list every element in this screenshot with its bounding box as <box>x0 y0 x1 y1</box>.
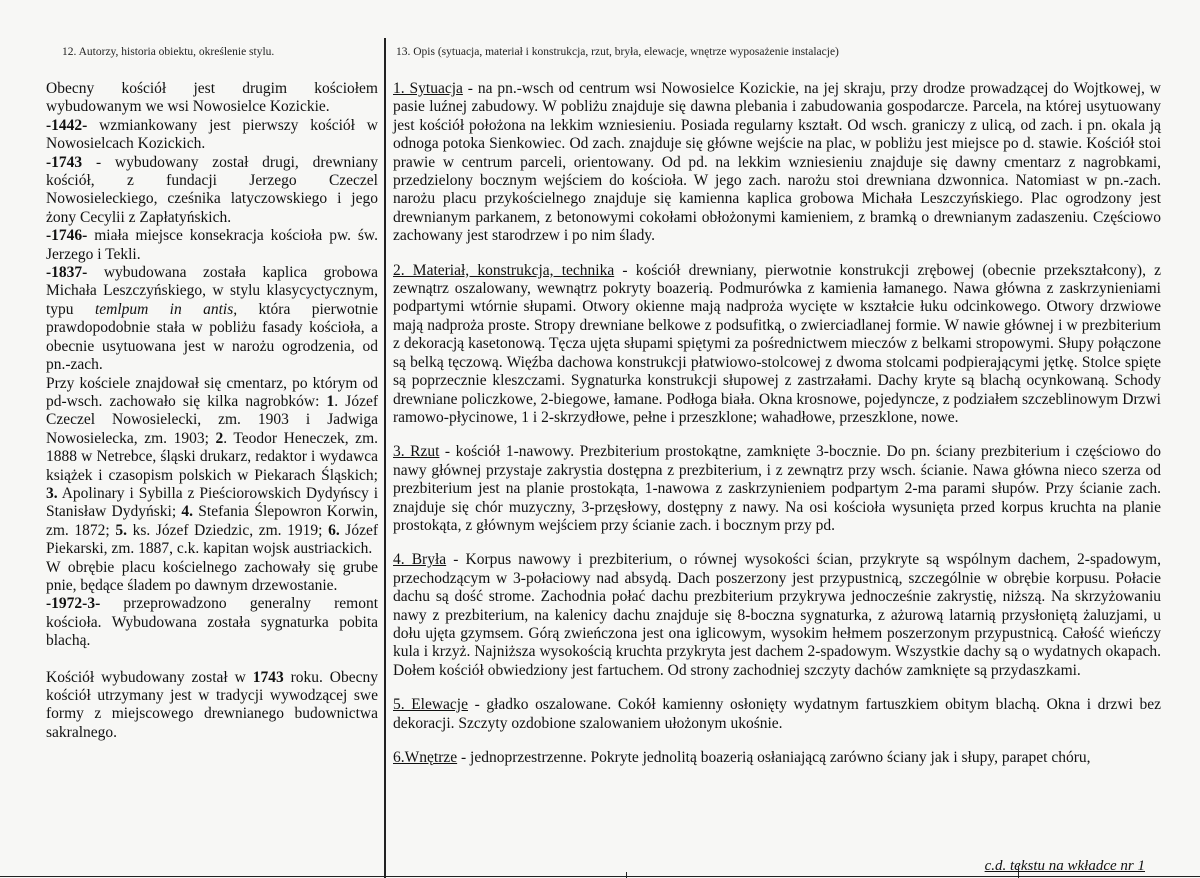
left-column-header: 12. Autorzy, historia obiektu, określenie stylu. <box>62 46 275 58</box>
section-text: - Korpus nawowy i prezbiterium, o równej wysokości ścian, przykryte są wspólnym dachem, 2-spadowym, przechodzącym w 3-połaciowy nad absydą. Dach poszerzony jest przypustnicą, szczególnie w obrębie korpusu. Połacie dachu są dość strome. Zachodnia połać dachu prezbiterium przykrywa jednocześnie zakrystię, niższą. Na skrzyżowaniu nawy z prezbiterium, na kalenicy dachu znajduje się 8-boczna sygnaturka, z ażurową latarnią przysłoniętą żaluzjami, u dołu ujęta gzymsem. Górą zwieńczona jest ona iglicowym, wysokim hełmem poszerzonym przypustnicą. Całość wieńczy kula i krzyż. Najniższa wysokością kruchta przykryta jest dachem 2-spadowym. Wszystkie dachy są o wydatnych okapach. Dołem kościół obwiedziony jest fartuchem. Od strony zachodniej szczyty dachów zamknięte są przydaszkami. <box>393 551 1161 679</box>
section-situation <box>393 80 1161 246</box>
entry-text: przeprowadzono generalny remont kościoła. Wybudowana została sygnaturka pobita blachą. <box>46 595 378 650</box>
section-massing <box>393 551 1161 680</box>
grave-text: . Józef Czeczel Nowosielecki, zm. 1903 i Jadwiga Nowosielecka, zm. 1903; <box>46 392 378 447</box>
year-label: -1972-3- <box>46 595 101 613</box>
year-label: -1743 <box>46 153 83 171</box>
intro-paragraph: Obecny kościół jest drugim kościołem wybudowanym we wsi Nowosielce Kozickie. <box>46 80 378 116</box>
entry-text-italic: temlpum in antis, <box>94 300 238 318</box>
entry-text: miała miejsce konsekracja kościoła pw. św. Jerzego i Tekli. <box>46 227 378 263</box>
grave-text: . Teodor Heneczek, zm. 1888 w Netrebce, śląski drukarz, redaktor i wydawca książek i czasopism polskich w Piekarach Śląskich; <box>46 429 378 484</box>
continuation-note: c.d. tekstu na wkładce nr 1 <box>984 858 1145 874</box>
entry-1746 <box>46 227 378 264</box>
section-plan <box>393 443 1161 535</box>
grave-text: Stefania Ślepowron Korwin, zm. 1872; <box>46 503 378 539</box>
grave-text: Józef Piekarski, zm. 1887, c.k. kapitan wojsk austriackich. <box>46 521 378 558</box>
section-text: - kościół 1-nawowy. Prezbiterium prostokątne, zamknięte 3-bocznie. Do pn. ściany prezbiterium i częściowo do nawy głównej przystaje zakrystia dostępna z prezbiterium, i z zewnątrz przy wsch. ścianie. Nawa główna nieco szerza od prezbiterium jest na planie prostokąta, 1-nawowa z zaskrzynieniem podpartym 2-ma parami słupów. Przy ścianie zach. znajduje się chór muzyczny, 3-przęsłowy, dostępny z nawy. Na osi kościoła wysunięta przed korpus kruchta na planie prostokąta, z głównym wejściem przy ścianie zach. i bocznym przy pd. <box>393 443 1161 534</box>
section-title: 2. Materiał, konstrukcja, technika <box>393 261 615 279</box>
entry-1837 <box>46 264 378 374</box>
summary-text: roku. Obecny kościół utrzymany jest w tradycji wywodzącej swe formy z miejscowego drewnianego budownictwa sakralnego. <box>46 668 378 741</box>
entry-1442 <box>46 117 378 154</box>
year-label: -1746- <box>46 227 88 245</box>
entry-1972 <box>46 595 378 650</box>
bottom-tick-left <box>626 872 627 878</box>
summary-year: 1743 <box>252 668 284 686</box>
section-interior <box>393 749 1161 767</box>
summary-paragraph <box>46 669 378 743</box>
section-title: 5. Elewacje <box>393 696 468 714</box>
column-divider <box>384 38 386 878</box>
entry-text: - wybudowany został drugi, drewniany kościół, z fundacji Jerzego Czeczel Nowosieleckiego, cześnika latyczowskiego i jego żony Cecylii z Zapłatyńskich. <box>46 153 378 226</box>
grave-number: 3. <box>46 484 58 502</box>
year-label: -1837- <box>46 264 88 282</box>
section-text: - jednoprzestrzenne. Pokryte jednolitą boazerią osłaniającą zarówno ściany jak i słupy, parapet chóru, <box>457 749 1091 766</box>
grave-text: Apolinary i Sybilla z Pieściorowskich Dydyńscy i Stanisław Dydyński; <box>46 484 378 521</box>
entry-text: wzmiankowany jest pierwszy kościół w Nowosielcach Kozickich. <box>46 116 378 153</box>
section-elevations <box>393 696 1161 733</box>
section-title: 3. Rzut <box>393 443 440 461</box>
grave-text: ks. Józef Dziedzic, zm. 1919; <box>126 521 329 539</box>
cemetery-paragraph <box>46 375 378 559</box>
year-label: -1442- <box>46 116 88 134</box>
section-text: - gładko oszalowane. Cokół kamienny osłonięty wydatnym fartuszkiem obitym blachą. Okna i drzwi bez dekoracji. Szczyty ozdobione szalowaniem ułożonym ukośnie. <box>393 696 1161 732</box>
entry-text: która pierwotnie prawdopodobnie stała w pobliżu fasady kościoła, a obecnie usytuowana jest w narożu ogrodzenia, od pn.-zach. <box>46 300 378 374</box>
trees-paragraph: W obrębie placu kościelnego zachowały się grube pnie, będące śladem po dawnym drzewostanie. <box>46 558 378 594</box>
grave-number: 6. <box>328 521 340 539</box>
cemetery-intro: Przy kościele znajdował się cmentarz, po którym od pd-wsch. zachowało się kilka nagrobków: <box>46 374 378 410</box>
entry-1743 <box>46 154 378 228</box>
section-title: 4. Bryła <box>393 551 447 569</box>
section-text: - na pn.-wsch od centrum wsi Nowosielce Kozickie, na jej skraju, przy drodze prowadzącej do Wojtkowej, w pasie luźnej zabudowy. W pobliżu znajduje się dawna plebania i zabudowania gospodarcze. Parcela, na której usytuowany jest kościół położona na lekkim wzniesieniu. Posiada regularny kształt. Od wsch. graniczy z ulicą, od zach. i pn. okala ją odnoga potoka Sienkowiec. Od zach. znajduje się główne wejście na plac, w pobliżu jest miejsce po d. stawie. Kościół stoi prawie w centrum parceli, orientowany. Od pd. na lekkim wzniesieniu znajduje się dawny cmentarz z nagrobkami, przedzielony bocznym wejściem do kościoła. W jego zach. narożu stoi drewniana dzwonnica. Natomiast w pn.-zach. narożu placu przykościelnego znajduje się kamienna kaplica grobowa Michała Leszczyńskiego. Plac ogrodzony jest drewnianym parkanem, z betonowymi cokołami obłożonymi kamieniem, z bramką o drewnianym zadaszeniu. Częściowo zachowany jest starodrzew i po nim ślady. <box>393 80 1162 245</box>
description-column <box>393 80 1161 783</box>
right-column-header: 13. Opis (sytuacja, materiał i konstrukcja, rzut, bryła, elewacje, wnętrze wyposażenie instalacje) <box>396 46 839 58</box>
grave-number: 1 <box>326 392 335 410</box>
summary-text: Kościół wybudowany został w <box>46 668 253 686</box>
grave-number: 2 <box>215 429 224 447</box>
entry-text: wybudowana została kaplica grobowa Michała Leszczyńskiego, w stylu klasycyctycznym, typu <box>46 264 378 318</box>
section-material <box>393 262 1161 428</box>
grave-number: 5. <box>115 521 127 539</box>
bottom-rule <box>0 876 1200 877</box>
section-text: - kościół drewniany, pierwotnie konstrukcji zrębowej (obecnie przekształcony), z zewnątrz oszalowany, wewnątrz pokryty boazerią. Podmurówka z kamienia łamanego. Nawa główna z zaskrzynieniami podpartymi wtórnie słupami. Otwory okienne mają nadproża wycięte w kształcie łuku odcinkowego. Otwory drzwiowe mają nadproża proste. Stropy drewniane belkowe z podsufitką, o zwierciadlanej formie. W nawie głównej i w prezbiterium z dekoracją kasetonową. Tęcza ujęta słupami spiętymi za pośrednictwem mieczów z belkami stropowymi. Słupy połączone są belką tęczową. Więźba dachowa konstrukcji płatwiowo-stolcowej z dwoma stolcami podpierającymi jętkę. Stolce spięte są poprzecznie kleszczami. Sygnaturka konstrukcji słupowej z zastrzałami. Dachy kryte są blachą ocynkowaną. Schody drewniane policzkowe, 2-biegowe, łamane. Podłoga biała. Okna krosnowe, pojedyncze, z podziałem szczeblinowym Drzwi ramowo-płycinowe, 1 i 2-skrzydłowe, pełne i przeszklone; wahadłowe, przeszklone, nowe. <box>393 261 1161 426</box>
grave-number: 4. <box>181 503 194 521</box>
history-column <box>46 80 378 742</box>
section-title: 6.Wnętrze <box>393 749 458 766</box>
section-title: 1. Sytuacja <box>393 80 463 97</box>
